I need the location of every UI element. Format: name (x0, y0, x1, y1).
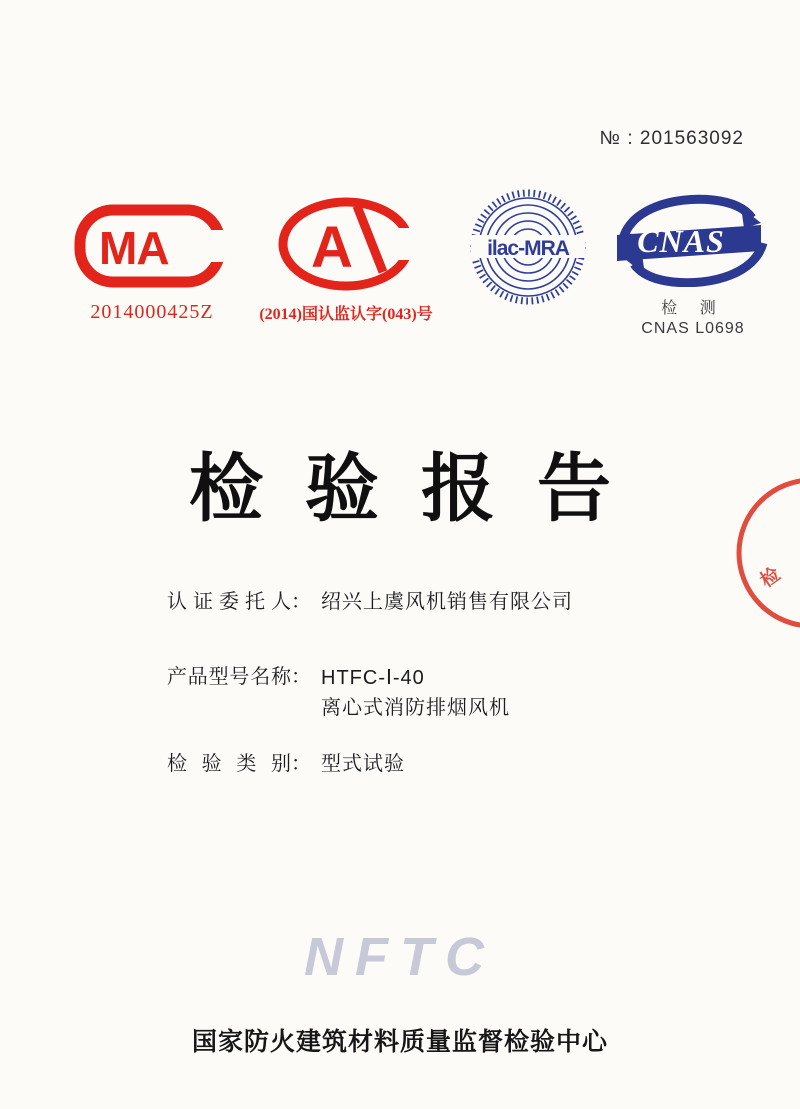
field-value-line: 绍兴上虞风机销售有限公司 (321, 591, 573, 613)
ilac-mra-logo-icon (469, 237, 587, 310)
report-number: № : 201563092 (599, 128, 744, 149)
cma-letters: MA (99, 222, 169, 274)
nftc-watermark: NFTC (304, 927, 496, 987)
field-applicant-value (321, 588, 573, 616)
cnas-lab-number: CNAS L0698 (641, 320, 745, 337)
red-seal-stamp-icon (718, 476, 800, 653)
field-applicant-label: 认证委托人 (167, 591, 291, 613)
field-product-model-label: 产品型号名称 (167, 666, 291, 688)
cnas-caption-jiance: 检 测 (661, 300, 725, 317)
cma-certificate-number: 2014000425Z (90, 301, 214, 323)
ilac-mra-logo-block (466, 188, 590, 311)
field-colon: ： (291, 666, 311, 688)
page-title: 检验报告 (189, 447, 653, 530)
field-value-line: 型式试验 (321, 753, 405, 775)
cal-logo-block (256, 197, 436, 324)
field-colon: ： (291, 753, 311, 775)
stamp-center-char: 检 (756, 563, 785, 593)
cnas-letters: CNAS (637, 223, 725, 259)
cnas-logo-icon (611, 223, 775, 291)
field-product-model-value (321, 663, 510, 723)
field-test-type-value (321, 750, 405, 778)
field-value-line: 离心式消防排烟风机 (321, 697, 510, 719)
issuing-center-name: 国家防火建筑材料质量监督检验中心 (191, 1028, 608, 1056)
field-test-type (167, 750, 573, 778)
ilac-mra-label: ilac-MRA (487, 237, 569, 260)
cma-logo-block (68, 203, 236, 324)
field-applicant (167, 588, 573, 616)
cma-logo-icon (72, 222, 232, 293)
field-value-line: HTFC-Ⅰ-40 (321, 667, 425, 689)
cal-caption: (2014)国认监认字(043)号 (259, 306, 433, 323)
cal-letter: A (311, 215, 353, 280)
cal-logo-icon (271, 215, 421, 295)
cnas-logo-block (604, 193, 782, 338)
field-test-type-label: 检验类别 (167, 753, 291, 775)
report-fields (167, 588, 573, 778)
field-product-model (167, 663, 573, 723)
field-colon: ： (291, 591, 311, 613)
